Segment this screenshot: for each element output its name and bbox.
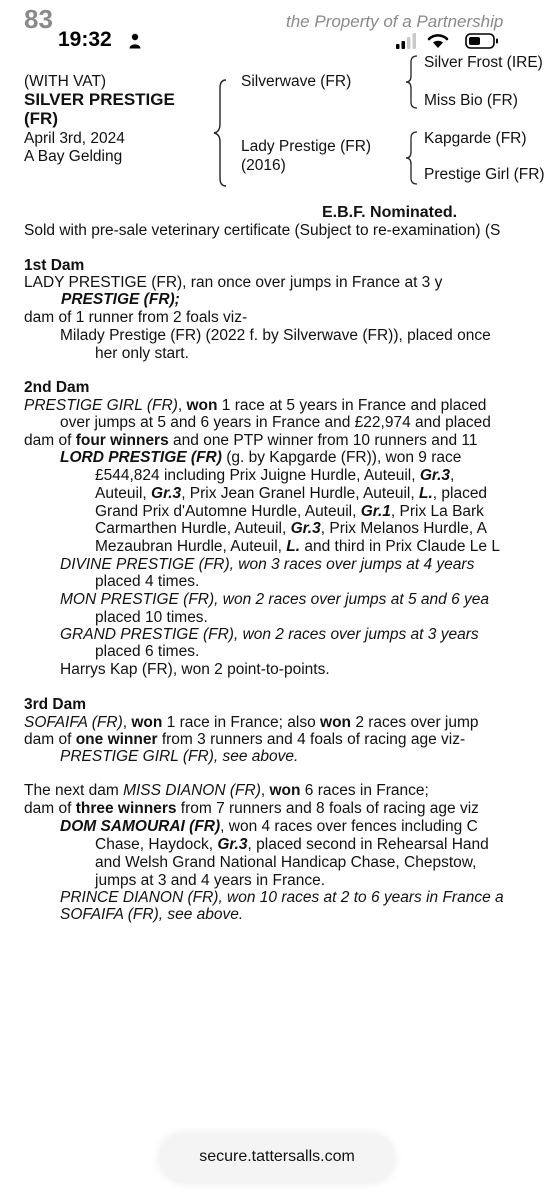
second-dam-line: placed 6 times.: [95, 643, 200, 660]
second-dam-line: £544,824 including Prix Juigne Hurdle, Auteuil, Gr.3,: [95, 467, 455, 484]
lot-number: 83: [24, 4, 53, 34]
person-icon: [129, 33, 141, 49]
next-dam-line: The next dam MISS DIANON (FR), won 6 races in France;: [24, 782, 429, 799]
second-dam-line: LORD PRESTIGE (FR) (g. by Kapgarde (FR)), won 9 race: [60, 449, 462, 466]
status-icons: [396, 32, 508, 50]
second-dam-line: placed 4 times.: [95, 573, 200, 590]
dam: Lady Prestige (FR): [241, 138, 372, 155]
ebf-note: E.B.F. Nominated.: [322, 204, 458, 221]
first-dam-line: her only start.: [95, 345, 189, 362]
second-dam-heading: 2nd Dam: [24, 379, 90, 396]
horse-name: SILVER PRESTIGE: [24, 90, 175, 109]
wifi-icon: [429, 35, 447, 48]
battery-icon: [466, 34, 498, 48]
second-dam-line: DIVINE PRESTIGE (FR), won 3 races over jumps at 4 years: [60, 556, 475, 573]
sire-dam: Miss Bio (FR): [424, 92, 518, 109]
pedigree-brace: [212, 78, 228, 188]
next-dam-line: Chase, Haydock, Gr.3, placed second in Rehearsal Hand: [95, 836, 489, 853]
sire: Silverwave (FR): [241, 73, 352, 90]
third-dam-line: PRESTIGE GIRL (FR), see above.: [60, 748, 299, 765]
vat-note: (WITH VAT): [24, 73, 107, 90]
next-dam-line: DOM SAMOURAI (FR), won 4 races over fences including C: [60, 818, 478, 835]
sire-brace: [405, 54, 419, 110]
second-dam-line: dam of four winners and one PTP winner from 10 runners and 11: [24, 432, 478, 449]
second-dam-line: Grand Prix d'Automne Hurdle, Auteuil, Gr.1, Prix La Bark: [95, 503, 484, 520]
dam-brace: [405, 130, 419, 186]
url-text[interactable]: secure.tattersalls.com: [199, 1148, 355, 1165]
first-dam-line: PRESTIGE (FR);: [61, 291, 180, 308]
second-dam-line: placed 10 times.: [95, 609, 208, 626]
first-dam-line: dam of 1 runner from 2 foals viz-: [24, 309, 248, 326]
next-dam-line: jumps at 3 and 4 years in France.: [95, 872, 326, 889]
second-dam-line: over jumps at 5 and 6 years in France and £22,974 and placed: [60, 414, 491, 431]
first-dam-heading: 1st Dam: [24, 257, 85, 274]
vet-certificate-note: Sold with pre-sale veterinary certificate (Subject to re-examination) (S: [24, 222, 501, 239]
dam-foaling-year: (2016): [241, 157, 286, 174]
first-dam-line: Milady Prestige (FR) (2022 f. by Silverwave (FR)), placed once: [60, 327, 491, 344]
sire-sire: Silver Frost (IRE): [424, 54, 543, 71]
second-dam-line: MON PRESTIGE (FR), won 2 races over jumps at 5 and 6 yea: [60, 591, 489, 608]
horse-country: (FR): [24, 109, 58, 128]
second-dam-line: Harrys Kap (FR), won 2 point-to-points.: [60, 661, 330, 678]
horse-description: A Bay Gelding: [24, 148, 123, 165]
foaling-date: April 3rd, 2024: [24, 130, 125, 147]
second-dam-line: Mezaubran Hurdle, Auteuil, L. and third in Prix Claude Le L: [95, 538, 500, 555]
dam-dam: Prestige Girl (FR): [424, 166, 545, 183]
third-dam-line: dam of one winner from 3 runners and 4 foals of racing age viz-: [24, 731, 466, 748]
ownership-note: the Property of a Partnership: [286, 12, 504, 31]
second-dam-line: GRAND PRESTIGE (FR), won 2 races over jumps at 3 years: [60, 626, 479, 643]
next-dam-line: dam of three winners from 7 runners and 8 foals of racing age viz: [24, 800, 479, 817]
status-time: 19:32: [58, 28, 112, 51]
next-dam-line: SOFAIFA (FR), see above.: [60, 906, 244, 923]
second-dam-line: Auteuil, Gr.3, Prix Jean Granel Hurdle, Auteuil, L., placed: [95, 485, 488, 502]
second-dam-line: Carmarthen Hurdle, Auteuil, Gr.3, Prix Melanos Hurdle, A: [95, 520, 488, 537]
third-dam-line: SOFAIFA (FR), won 1 race in France; also won 2 races over jump: [24, 714, 479, 731]
signal-icon: [396, 33, 416, 49]
next-dam-line: PRINCE DIANON (FR), won 10 races at 2 to 6 years in France a: [60, 889, 504, 906]
third-dam-heading: 3rd Dam: [24, 696, 87, 713]
next-dam-line: and Welsh Grand National Handicap Chase, Chepstow,: [95, 854, 477, 871]
first-dam-line: LADY PRESTIGE (FR), ran once over jumps in France at 3 y: [24, 274, 443, 291]
url-bar[interactable]: [160, 1134, 394, 1182]
dam-sire: Kapgarde (FR): [424, 130, 527, 147]
second-dam-line: PRESTIGE GIRL (FR), won 1 race at 5 years in France and placed: [24, 397, 487, 414]
